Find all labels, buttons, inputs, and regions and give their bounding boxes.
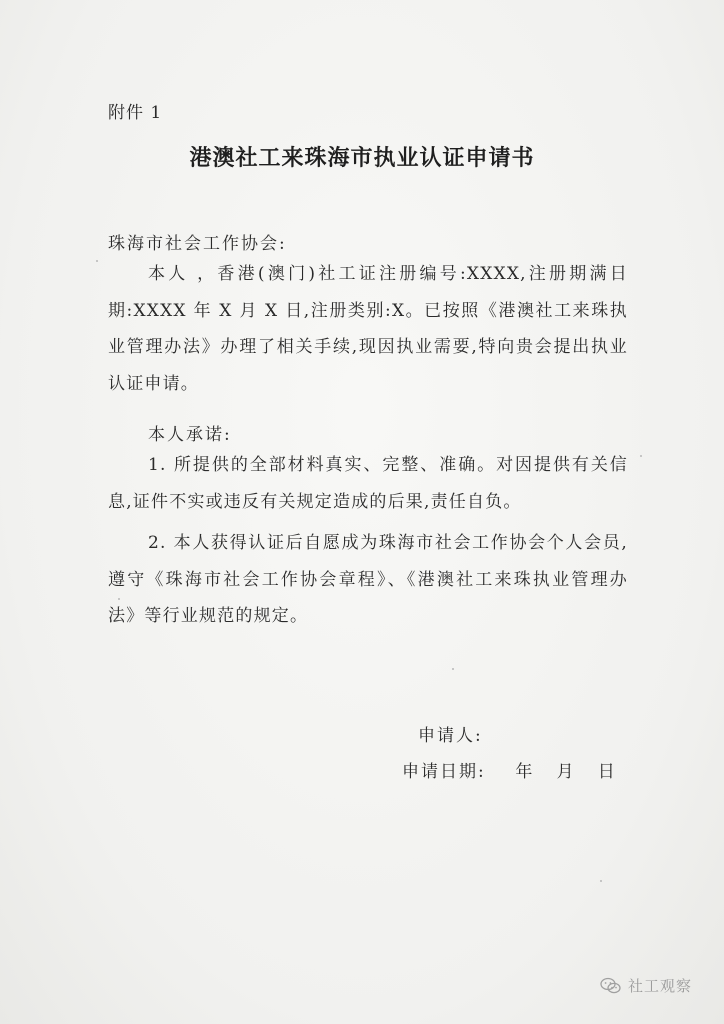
date-label: 申请日期: [402, 762, 486, 782]
promise-item-1: 1. 所提供的全部材料真实、完整、准确。对因提供有关信息,证件不实或违反有关规定造成的后果,责任自负。 [108, 455, 628, 512]
document-title: 港澳社工来珠海市执业认证申请书 [189, 146, 535, 171]
promise-item-2: 2. 本人获得认证后自愿成为珠海市社会工作协会个人会员,遵守《珠海市社会工作协会章程》、《港澳社工来珠执业管理办法》等行业规范的规定。 [108, 533, 628, 626]
date-day: 日 [597, 762, 617, 782]
watermark [600, 975, 692, 996]
paragraph-application: 本人 ，香港(澳门)社工证注册编号:XXXX,注册期满日期:XXXX 年 X 月 X 日,注册类别:X。已按照《港澳社工来珠执业管理办法》办理了相关手续,现因执业需要,特向贵会提出执业认证申请。 [108, 264, 628, 394]
scan-speck [96, 260, 98, 262]
watermark-text: 社工观察 [627, 977, 692, 995]
scan-speck [118, 598, 120, 600]
date-year: 年 [515, 762, 535, 782]
date-month: 月 [556, 762, 576, 782]
promise-heading: 本人承诺: [148, 425, 232, 445]
application-date-row [402, 757, 617, 782]
applicant-signature-label: 申请人: [418, 726, 483, 746]
attachment-label: 附件 1 [108, 103, 163, 123]
wechat-icon [600, 977, 622, 995]
scan-speck [640, 455, 642, 457]
salutation: 珠海市社会工作协会: [108, 234, 287, 254]
scan-speck [600, 880, 602, 882]
scan-speck [452, 668, 454, 670]
